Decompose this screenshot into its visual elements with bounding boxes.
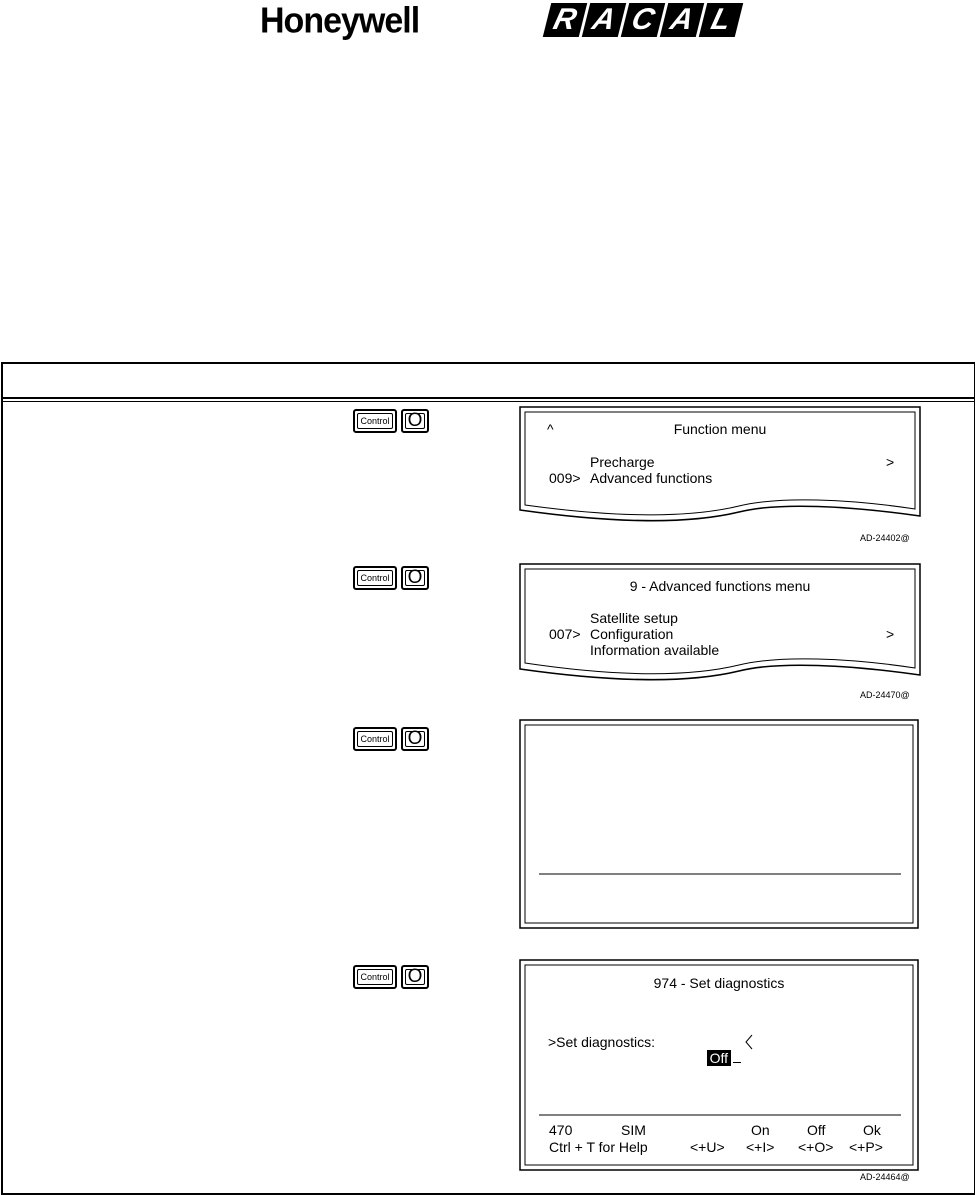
diagnostics-value[interactable]: Off: [707, 1050, 731, 1066]
text-cursor: [733, 1052, 741, 1063]
table-header-divider: [3, 401, 974, 402]
control-key-icon: Control: [353, 409, 397, 433]
figure-id: AD-24402@: [860, 533, 910, 543]
menu-item: Satellite setup: [590, 610, 678, 626]
footer-mode: SIM: [621, 1122, 646, 1138]
o-key-icon: O: [401, 566, 429, 590]
cursor-pointer-icon: [746, 1035, 752, 1049]
menu-number: 007>: [549, 626, 581, 642]
scroll-up-caret: ^: [547, 421, 554, 437]
o-key-icon: O: [401, 727, 429, 751]
racal-letter: A: [582, 3, 626, 37]
function-menu-screen: [519, 406, 921, 526]
menu-item: Information available: [590, 642, 720, 658]
racal-letter: R: [543, 3, 587, 37]
control-key-icon: Control: [353, 566, 397, 590]
help-hint: Ctrl + T for Help: [549, 1139, 648, 1155]
control-o-keys: [353, 566, 429, 590]
advanced-functions-screen: [519, 563, 921, 683]
control-o-keys: [353, 727, 429, 751]
racal-logo: [547, 3, 739, 37]
o-key-icon: O: [401, 409, 429, 433]
diagnostics-field-label: >Set diagnostics:: [548, 1034, 656, 1050]
figure-id: AD-24464@: [860, 1172, 910, 1182]
softkey-on-label: On: [751, 1122, 770, 1138]
menu-item: Precharge: [590, 454, 655, 470]
control-key-icon: Control: [353, 727, 397, 751]
racal-letter: C: [621, 3, 665, 37]
menu-arrow: >: [886, 626, 895, 642]
screen-title: 9 - Advanced functions menu: [629, 578, 811, 594]
set-diagnostics-screen: [519, 959, 919, 1171]
menu-item-selected: Advanced functions: [590, 470, 713, 486]
honeywell-logo: Honeywell: [260, 1, 420, 41]
softkey-off-label: Off: [807, 1122, 826, 1138]
figure-id: AD-24470@: [860, 690, 910, 700]
softkey-o: <+O>: [798, 1139, 834, 1155]
menu-item-selected: Configuration: [590, 626, 674, 642]
control-o-keys: [353, 409, 429, 433]
racal-letter: L: [699, 3, 743, 37]
screen-title: Function menu: [673, 421, 767, 437]
blank-screen: [519, 719, 919, 929]
softkey-ok-label: Ok: [863, 1122, 881, 1138]
menu-arrow: >: [886, 454, 895, 470]
control-o-keys: [353, 965, 429, 989]
menu-number: 009>: [549, 470, 581, 486]
racal-letter: A: [660, 3, 704, 37]
control-key-icon: Control: [353, 965, 397, 989]
softkey-p: <+P>: [849, 1139, 883, 1155]
screen-title: 974 - Set diagnostics: [653, 975, 785, 991]
footer-code: 470: [549, 1122, 573, 1138]
o-key-icon: O: [401, 965, 429, 989]
softkey-u: <+U>: [690, 1139, 725, 1155]
table-header: [3, 364, 974, 399]
diagnostics-field[interactable]: [691, 1034, 741, 1082]
screen-frame: [519, 719, 919, 929]
softkey-i: <+I>: [746, 1139, 775, 1155]
